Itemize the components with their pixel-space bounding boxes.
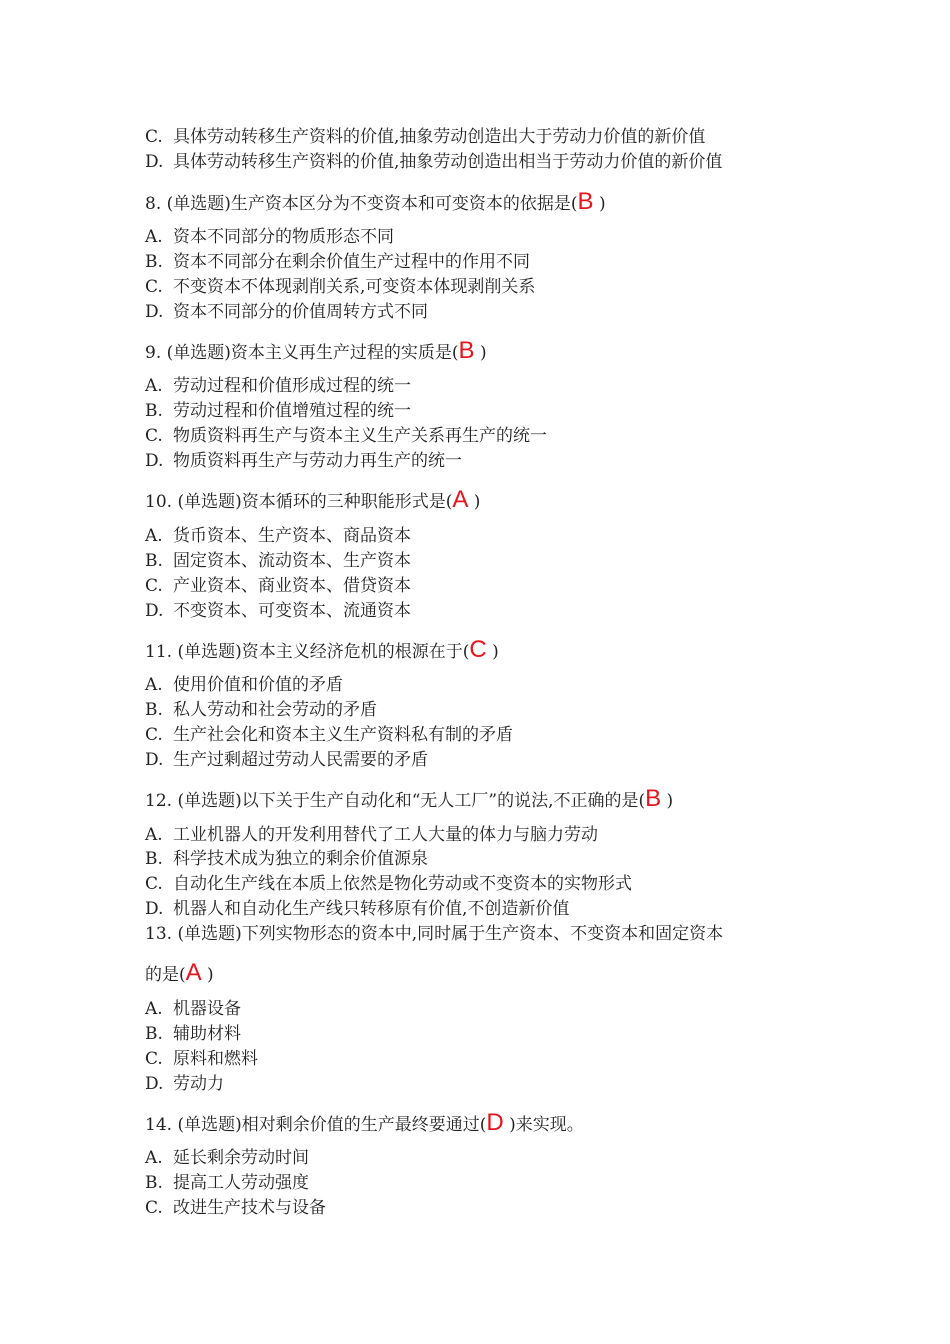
question-type: (单选题) (166, 194, 231, 214)
option (145, 399, 411, 423)
option-label: B. (145, 1024, 163, 1044)
question-stem (145, 488, 480, 512)
question-text-continued: 的是( (145, 965, 186, 985)
option-label: C. (145, 874, 163, 894)
answer-mark: B (458, 337, 475, 364)
question-number: 14. (145, 1115, 178, 1135)
option-text: 产业资本、商业资本、借贷资本 (173, 576, 411, 596)
option (145, 872, 632, 896)
option-text: 具体劳动转移生产资料的价值,抽象劳动创造出相当于劳动力价值的新价值 (173, 152, 723, 172)
option-text: 物质资料再生产与劳动力再生产的统一 (173, 451, 462, 471)
option-label: C. (145, 576, 163, 596)
option-text: 资本不同部分在剩余价值生产过程中的作用不同 (173, 252, 530, 272)
question-close: ) (593, 194, 606, 214)
option-text: 货币资本、生产资本、商品资本 (173, 526, 411, 546)
option (145, 524, 411, 548)
question-type: (单选题) (177, 1115, 242, 1135)
option-label: A. (145, 825, 163, 845)
option (145, 673, 343, 697)
option-text: 劳动力 (173, 1074, 224, 1094)
option-text: 不变资本不体现剥削关系,可变资本体现剥削关系 (173, 277, 536, 297)
option (145, 698, 377, 722)
question-close: ) (486, 642, 499, 662)
question-text: 生产资本区分为不变资本和可变资本的依据是( (230, 194, 578, 214)
answer-mark: C (469, 636, 487, 663)
option-label: A. (145, 376, 163, 396)
option-text: 物质资料再生产与资本主义生产关系再生产的统一 (173, 426, 547, 446)
question-text: 下列实物形态的资本中,同时属于生产资本、不变资本和固定资本 (241, 924, 724, 944)
question-close: )来实现。 (503, 1115, 584, 1135)
question-text: 资本主义再生产过程的实质是( (230, 343, 459, 363)
option-text: 具体劳动转移生产资料的价值,抽象劳动创造出大于劳动力价值的新价值 (173, 127, 706, 147)
answer-mark: A (452, 486, 469, 513)
question-number: 10. (145, 492, 178, 512)
question-text: 相对剩余价值的生产最终要通过( (241, 1115, 487, 1135)
option (145, 374, 411, 398)
option (145, 823, 598, 847)
option-label: D. (145, 601, 164, 621)
option (145, 897, 569, 921)
option-text: 生产社会化和资本主义生产资料私有制的矛盾 (173, 725, 513, 745)
answer-mark: B (577, 188, 594, 215)
question-number: 8. (145, 194, 167, 214)
option-label: C. (145, 277, 163, 297)
option-text: 机器人和自动化生产线只转移原有价值,不创造新价值 (173, 899, 570, 919)
option-label: A. (145, 675, 163, 695)
option (145, 1072, 224, 1096)
option-text: 资本不同部分的价值周转方式不同 (173, 302, 428, 322)
question-type: (单选题) (177, 642, 242, 662)
question-number: 11. (145, 642, 178, 662)
question-stem-continued (145, 961, 214, 985)
option-label: C. (145, 127, 163, 147)
option-label: B. (145, 252, 163, 272)
option (145, 250, 530, 274)
option-label: D. (145, 152, 164, 172)
option-text: 不变资本、可变资本、流通资本 (173, 601, 411, 621)
question-type: (单选题) (177, 492, 242, 512)
option-label: A. (145, 526, 163, 546)
question-type: (单选题) (166, 343, 231, 363)
option (145, 1196, 326, 1220)
option-label: B. (145, 700, 163, 720)
option-text: 私人劳动和社会劳动的矛盾 (173, 700, 377, 720)
option-label: B. (145, 551, 163, 571)
option (145, 125, 705, 149)
option-label: C. (145, 1049, 163, 1069)
option-text: 生产过剩超过劳动人民需要的矛盾 (173, 750, 428, 770)
option-label: D. (145, 302, 164, 322)
option-text: 原料和燃料 (173, 1049, 258, 1069)
option (145, 748, 428, 772)
option (145, 449, 462, 473)
question-text: 资本循环的三种职能形式是( (241, 492, 453, 512)
question-stem (145, 1111, 584, 1135)
option (145, 723, 513, 747)
option-text: 劳动过程和价值增殖过程的统一 (173, 401, 411, 421)
option-text: 机器设备 (173, 999, 241, 1019)
answer-mark: D (486, 1109, 504, 1136)
question-close: ) (661, 791, 674, 811)
option-text: 工业机器人的开发利用替代了工人大量的体力与脑力劳动 (173, 825, 598, 845)
question-type: (单选题) (177, 924, 242, 944)
option-label: D. (145, 899, 164, 919)
option (145, 1047, 258, 1071)
question-type: (单选题) (177, 791, 242, 811)
question-text: 以下关于生产自动化和“无人工厂”的说法,不正确的是( (241, 791, 646, 811)
option-label: B. (145, 401, 163, 421)
question-stem (145, 787, 673, 811)
option (145, 424, 547, 448)
option-label: A. (145, 999, 163, 1019)
question-number: 9. (145, 343, 167, 363)
option-text: 自动化生产线在本质上依然是物化劳动或不变资本的实物形式 (173, 874, 632, 894)
option (145, 275, 535, 299)
option-label: C. (145, 426, 163, 446)
question-close: ) (474, 343, 487, 363)
question-text: 资本主义经济危机的根源在于( (241, 642, 470, 662)
option (145, 549, 411, 573)
option-label: D. (145, 451, 164, 471)
question-close: ) (201, 965, 214, 985)
option-text: 辅助材料 (173, 1024, 241, 1044)
option-text: 延长剩余劳动时间 (173, 1148, 309, 1168)
option-text: 科学技术成为独立的剩余价值源泉 (173, 849, 428, 869)
option-label: B. (145, 849, 163, 869)
option (145, 574, 411, 598)
option (145, 300, 428, 324)
option-label: C. (145, 725, 163, 745)
option-text: 固定资本、流动资本、生产资本 (173, 551, 411, 571)
option-label: D. (145, 1074, 164, 1094)
option-label: A. (145, 1148, 163, 1168)
option-label: B. (145, 1173, 163, 1193)
option (145, 599, 411, 623)
option-label: C. (145, 1198, 163, 1218)
option (145, 997, 241, 1021)
option-text: 劳动过程和价值形成过程的统一 (173, 376, 411, 396)
option-text: 改进生产技术与设备 (173, 1198, 326, 1218)
question-close: ) (468, 492, 481, 512)
option-text: 资本不同部分的物质形态不同 (173, 227, 394, 247)
question-stem (145, 339, 487, 363)
answer-mark: B (645, 785, 662, 812)
option (145, 150, 722, 174)
question-number: 12. (145, 791, 178, 811)
option (145, 225, 394, 249)
answer-mark: A (185, 959, 202, 986)
question-number: 13. (145, 924, 178, 944)
question-stem (145, 638, 499, 662)
option-label: A. (145, 227, 163, 247)
option (145, 1171, 309, 1195)
option (145, 1022, 241, 1046)
option (145, 1146, 309, 1170)
option-text: 使用价值和价值的矛盾 (173, 675, 343, 695)
question-stem (145, 190, 606, 214)
question-stem (145, 922, 723, 946)
option-text: 提高工人劳动强度 (173, 1173, 309, 1193)
option (145, 847, 428, 871)
option-label: D. (145, 750, 164, 770)
